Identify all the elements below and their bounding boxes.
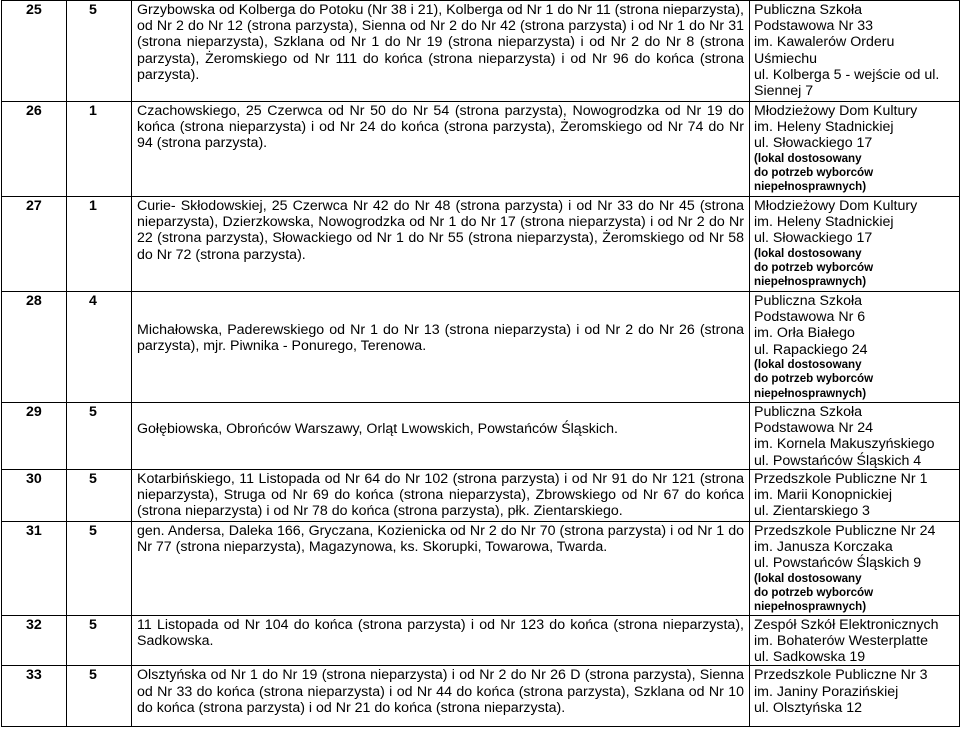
polling-station-line: Młodzieżowy Dom Kultury bbox=[754, 103, 918, 119]
polling-station bbox=[750, 197, 960, 292]
accessibility-note: niepełnosprawnych) bbox=[754, 275, 867, 289]
polling-station-line: ul. Powstańców Śląskich 4 bbox=[754, 452, 922, 469]
polling-station-line: Publiczna Szkoła bbox=[754, 293, 863, 309]
polling-station-line: Uśmiechu bbox=[754, 50, 818, 67]
district-streets: Michałowska, Paderewskiego od Nr 1 do Nr 13 (strona nieparzysta) i od Nr 2 do Nr 26 (strona parzysta), mjr. Piwnika - Ponurego, Terenowa. bbox=[132, 292, 750, 403]
polling-station-line: Młodzieżowy Dom Kultury bbox=[754, 198, 918, 214]
polling-station-line: Podstawowa Nr 6 bbox=[754, 309, 866, 326]
accessibility-note: niepełnosprawnych) bbox=[754, 386, 867, 400]
polling-station-line: Przedszkole Publiczne Nr 24 bbox=[754, 523, 936, 539]
polling-station-line: Przedszkole Publiczne Nr 1 bbox=[754, 471, 928, 487]
district-streets: gen. Andersa, Daleka 166, Gryczana, Kozienicka od Nr 2 do Nr 70 (strona parzysta) i od Nr 1 do Nr 77 (strona nieparzysta), Magazynowa, ks. Skorupki, Towarowa, Twarda. bbox=[132, 522, 750, 616]
polling-station bbox=[750, 1, 960, 102]
polling-station-line: Publiczna Szkoła bbox=[754, 2, 863, 18]
table-row bbox=[2, 102, 960, 197]
polling-station bbox=[750, 522, 960, 616]
polling-station-line: im. Bohaterów Westerplatte bbox=[754, 633, 929, 650]
district-number: 27 bbox=[2, 197, 67, 292]
polling-station-line: ul. Olsztyńska 12 bbox=[754, 699, 863, 716]
polling-station-line: Przedszkole Publiczne Nr 3 bbox=[754, 667, 928, 684]
table-row bbox=[2, 470, 960, 522]
polling-station-line: im. Heleny Stadnickiej bbox=[754, 214, 894, 231]
member-count: 1 bbox=[67, 102, 132, 197]
polling-station-line: ul. Słowackiego 17 bbox=[754, 135, 873, 152]
table-row bbox=[2, 292, 960, 403]
accessibility-note: (lokal dostosowany bbox=[754, 246, 862, 260]
district-number: 26 bbox=[2, 102, 67, 197]
district-streets: Czachowskiego, 25 Czerwca od Nr 50 do Nr 54 (strona parzysta), Nowogrodzka od Nr 19 do końca (strona nieparzysta) i od Nr 24 do końca (strona parzysta), Żeromskiego od Nr 74 do Nr 94 (strona parzysta). bbox=[132, 102, 750, 197]
accessibility-note: (lokal dostosowany bbox=[754, 571, 862, 585]
accessibility-note: (lokal dostosowany bbox=[754, 357, 862, 371]
district-streets: Kotarbińskiego, 11 Listopada od Nr 64 do Nr 102 (strona parzysta) i od Nr 91 do Nr 121 (strona nieparzysta), Struga od Nr 69 do końca (strona nieparzysta), Zbrowskiego od Nr 67 do końca (strona nieparzysta) i od Nr 78 do końca (strona parzysta), płk. Zientarskiego. bbox=[132, 470, 750, 522]
district-number: 29 bbox=[2, 403, 67, 470]
polling-station-line: Zespół Szkół Elektronicznych bbox=[754, 616, 939, 633]
polling-station-line: Podstawowa Nr 24 bbox=[754, 420, 874, 437]
district-number: 25 bbox=[2, 1, 67, 102]
polling-station-line: ul. Rapackiego 24 bbox=[754, 341, 868, 358]
district-number: 32 bbox=[2, 615, 67, 666]
district-number: 28 bbox=[2, 292, 67, 403]
district-streets: Curie- Skłodowskiej, 25 Czerwca Nr 42 do Nr 48 (strona parzysta) i od Nr 33 do Nr 45 (strona nieparzysta), Dzierzkowska, Nowogrodzka od Nr 1 do Nr 17 (strona nieparzysta) i od Nr 2 do Nr 22 (strona parzysta), Słowackiego od Nr 1 do Nr 55 (strona nieparzysta), Żeromskiego od Nr 58 do Nr 72 (strona parzysta). bbox=[132, 197, 750, 292]
table-row bbox=[2, 197, 960, 292]
member-count: 1 bbox=[67, 197, 132, 292]
table-row bbox=[2, 1, 960, 102]
table-row bbox=[2, 666, 960, 727]
polling-station-line: Podstawowa Nr 33 bbox=[754, 18, 874, 35]
member-count: 5 bbox=[67, 522, 132, 616]
accessibility-note: do potrzeb wyborców bbox=[754, 586, 874, 600]
polling-station-line: im. Kornela Makuszyńskiego bbox=[754, 436, 935, 453]
polling-station bbox=[750, 292, 960, 403]
polling-station-line: ul. Słowackiego 17 bbox=[754, 230, 873, 247]
table-body bbox=[2, 1, 960, 727]
member-count: 5 bbox=[67, 1, 132, 102]
district-number: 31 bbox=[2, 522, 67, 616]
member-count: 5 bbox=[67, 470, 132, 522]
accessibility-note: do potrzeb wyborców bbox=[754, 372, 874, 386]
polling-station-line: ul. Zientarskiego 3 bbox=[754, 503, 870, 520]
polling-station-line: im. Heleny Stadnickiej bbox=[754, 119, 894, 136]
district-number: 30 bbox=[2, 470, 67, 522]
polling-station bbox=[750, 102, 960, 197]
district-streets: 11 Listopada od Nr 104 do końca (strona parzysta) i od Nr 123 do końca (strona nieparzysta), Sadkowska. bbox=[132, 615, 750, 666]
polling-station bbox=[750, 470, 960, 522]
member-count: 4 bbox=[67, 292, 132, 403]
polling-station-line: ul. Powstańców Śląskich 9 bbox=[754, 555, 922, 572]
table-row bbox=[2, 403, 960, 470]
accessibility-note: do potrzeb wyborców bbox=[754, 261, 874, 275]
district-streets: Olsztyńska od Nr 1 do Nr 19 (strona nieparzysta) i od Nr 2 do Nr 26 D (strona parzysta), Sienna od Nr 33 do końca (strona nieparzysta) i od Nr 44 do końca (strona parzysta), Szklana od Nr 10 do końca (strona parzysta) i od Nr 21 do końca (strona nieparzysta). bbox=[132, 666, 750, 727]
accessibility-note: (lokal dostosowany bbox=[754, 151, 862, 165]
polling-station-line: im. Janusza Korczaka bbox=[754, 539, 893, 556]
district-streets: Gołębiowska, Obrońców Warszawy, Orląt Lwowskich, Powstańców Śląskich. bbox=[132, 403, 750, 470]
polling-station-line: im. Marii Konopnickiej bbox=[754, 487, 892, 504]
polling-station-line: Publiczna Szkoła bbox=[754, 404, 863, 420]
polling-station bbox=[750, 666, 960, 727]
accessibility-note: niepełnosprawnych) bbox=[754, 180, 867, 194]
polling-station-line: ul. Kolberga 5 - wejście od ul. Siennej 7 bbox=[754, 66, 940, 100]
polling-station-line: im. Orła Białego bbox=[754, 325, 855, 342]
accessibility-note: do potrzeb wyborców bbox=[754, 166, 874, 180]
accessibility-note: niepełnosprawnych) bbox=[754, 600, 867, 614]
member-count: 5 bbox=[67, 403, 132, 470]
table-row bbox=[2, 615, 960, 666]
polling-station-line: im. Kawalerów Orderu bbox=[754, 34, 895, 51]
polling-station bbox=[750, 403, 960, 470]
polling-station bbox=[750, 615, 960, 666]
polling-station-line: ul. Sadkowska 19 bbox=[754, 649, 866, 666]
polling-station-line: im. Janiny Porazińskiej bbox=[754, 683, 899, 700]
table-row bbox=[2, 522, 960, 616]
district-streets: Grzybowska od Kolberga do Potoku (Nr 38 i 21), Kolberga od Nr 1 do Nr 11 (strona nieparzysta), od Nr 2 do Nr 12 (strona parzysta), Sienna od Nr 2 do Nr 42 (strona parzysta) i od Nr 1 do Nr 31 (strona nieparzysta), Szklana od Nr 1 do Nr 19 (strona nieparzysta) i od Nr 2 do Nr 8 (strona parzysta), Żeromskiego od Nr 111 do końca (strona nieparzysta) i od Nr 96 do końca (strona parzysta). bbox=[132, 1, 750, 102]
member-count: 5 bbox=[67, 615, 132, 666]
district-number: 33 bbox=[2, 666, 67, 727]
member-count: 5 bbox=[67, 666, 132, 727]
districts-table bbox=[1, 0, 960, 727]
